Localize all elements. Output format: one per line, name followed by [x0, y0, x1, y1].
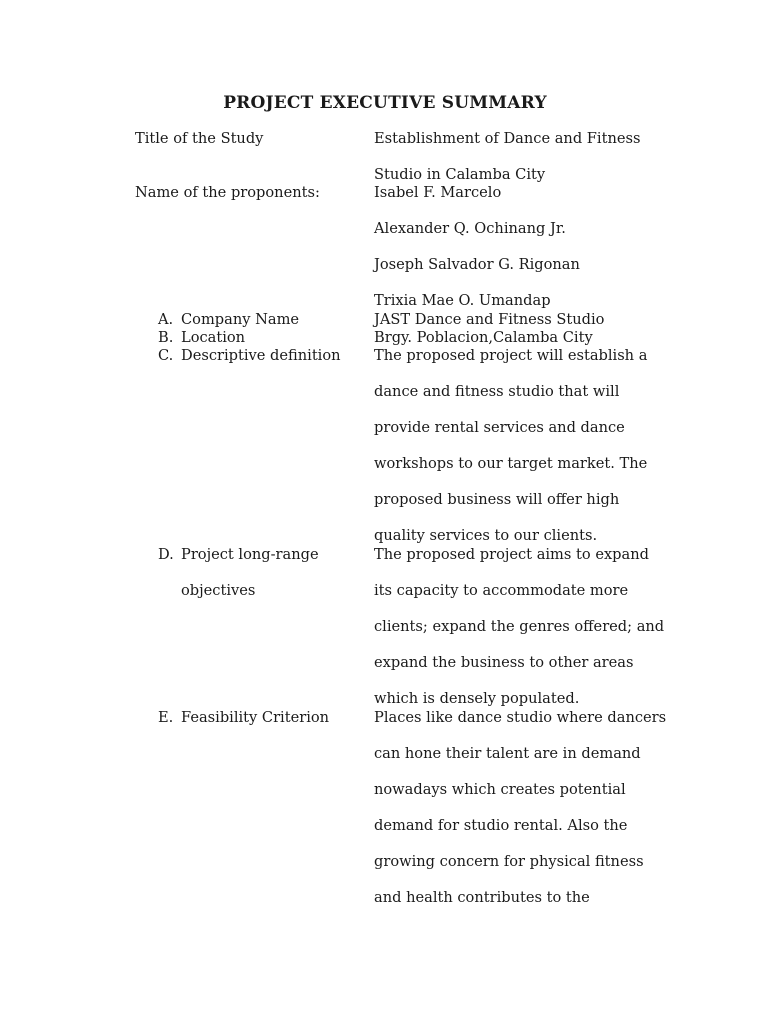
item-marker: A. [158, 311, 174, 328]
item-value-line: can hone their talent are in demand [374, 745, 641, 762]
item-label-location: Location [181, 329, 246, 346]
item-value-company-name: JAST Dance and Fitness Studio [374, 311, 605, 328]
item-value-line: and health contributes to the [374, 889, 590, 906]
item-label-descriptive-definition: Descriptive definition [181, 347, 341, 364]
proponent-name: Joseph Salvador G. Rigonan [374, 256, 580, 273]
item-value-line: The proposed project will establish a [374, 347, 648, 364]
item-value-line: quality services to our clients. [374, 527, 598, 544]
item-value-line: proposed business will offer high [374, 491, 620, 508]
item-value-location: Brgy. Poblacion,Calamba City [374, 329, 593, 346]
item-marker: C. [158, 347, 174, 364]
proponent-name: Isabel F. Marcelo [374, 184, 502, 201]
item-label-feasibility-criterion: Feasibility Criterion [181, 709, 330, 726]
item-marker: E. [158, 709, 174, 726]
study-title-value-line: Studio in Calamba City [374, 166, 546, 183]
item-value-line: provide rental services and dance [374, 419, 625, 436]
item-value-line: growing concern for physical fitness [374, 853, 644, 870]
item-value-line: demand for studio rental. Also the [374, 817, 628, 834]
item-value-line: Places like dance studio where dancers [374, 709, 667, 726]
item-value-line: its capacity to accommodate more [374, 582, 629, 599]
proponent-name: Trixia Mae O. Umandap [374, 292, 551, 309]
item-value-line: workshops to our target market. The [374, 455, 648, 472]
item-value-line: expand the business to other areas [374, 654, 634, 671]
proponents-label: Name of the proponents: [135, 184, 320, 201]
item-value-line: nowadays which creates potential [374, 781, 626, 798]
page-title: PROJECT EXECUTIVE SUMMARY [223, 93, 547, 113]
item-value-line: The proposed project aims to expand [374, 546, 649, 563]
study-title-value-line: Establishment of Dance and Fitness [374, 130, 641, 147]
item-label-company-name: Company Name [181, 311, 300, 328]
item-value-line: dance and fitness studio that will [374, 383, 620, 400]
item-marker: D. [158, 546, 174, 563]
item-value-line: clients; expand the genres offered; and [374, 618, 665, 635]
item-label-long-range-objectives: Project long-range [181, 546, 319, 563]
study-title-label: Title of the Study [135, 130, 264, 147]
item-label-long-range-objectives: objectives [181, 582, 256, 599]
item-value-line: which is densely populated. [374, 690, 580, 707]
item-marker: B. [158, 329, 174, 346]
proponent-name: Alexander Q. Ochinang Jr. [374, 220, 566, 237]
